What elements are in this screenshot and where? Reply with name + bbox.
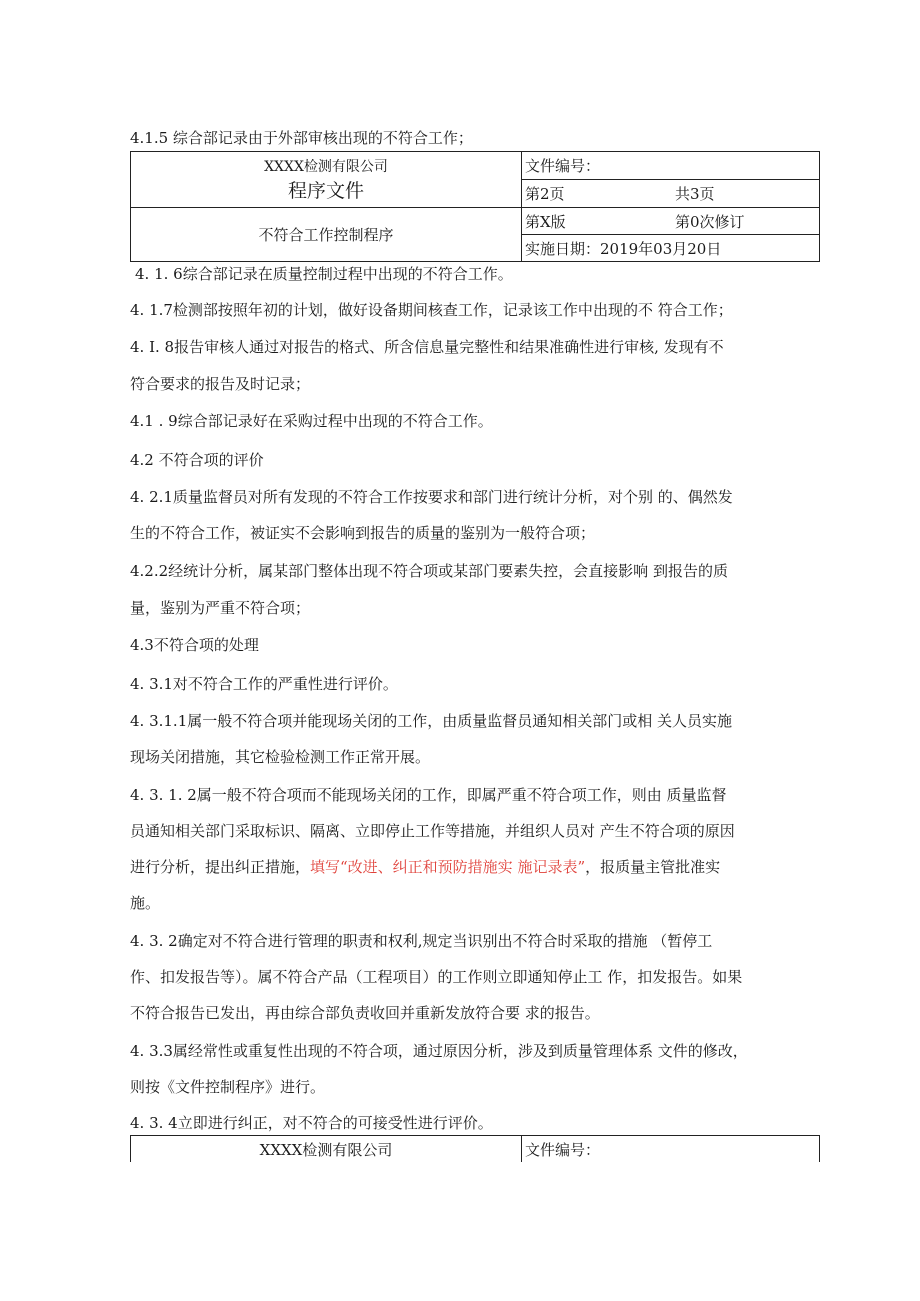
clause-4-3-3-line2: 则按《文件控制程序》进行。 [130, 1078, 326, 1096]
procedure-title: 不符合工作控制程序 [131, 208, 522, 262]
doc-type: 程序文件 [287, 180, 364, 202]
clause-4-3-1-2-line1: 4. 3. 1. 2属一般不符合项而不能现场关闭的工作，即属严重不符合项工作，则由 质量监督 [130, 786, 727, 804]
document-header-table [130, 151, 820, 262]
section-4-2-heading: 4.2 不符合项的评价 [130, 451, 264, 469]
clause-4-3-2-line1: 4. 3. 2确定对不符合进行管理的职责和权利,规定当识别出不符合时采取的措施 （暂停工 [130, 932, 713, 950]
clause-4-3-1: 4. 3.1对不符合工作的严重性进行评价。 [130, 675, 398, 693]
effective-date: 实施日期：2019年03月20日 [522, 235, 820, 262]
next-doc-no-label: 文件编号： [522, 1136, 820, 1163]
clause-4-3-4: 4. 3. 4立即进行纠正，对不符合的可接受性进行评价。 [130, 1114, 493, 1132]
revision: 第0次修订 [675, 212, 745, 231]
clause-4-1-8-line1: 4. I. 8报告审核人通过对报告的格式、所含信息量完整性和结果准确性进行审核, 发现有不 [130, 338, 724, 356]
header-company-cell [131, 152, 522, 208]
line3-text-after: ，报质量主管批准实 [585, 858, 721, 876]
clause-4-2-1-line2: 生的不符合工作，被证实不会影响到报告的质量的鉴别为一般符合项； [130, 524, 596, 542]
clause-4-1-9: 4.1 . 9综合部记录好在采购过程中出现的不符合工作。 [130, 412, 493, 430]
clause-4-2-2-line1: 4.2.2经统计分析，属某部门整体出现不符合项或某部门要素失控，会直接影响 到报告的质 [130, 562, 728, 580]
clause-4-3-2-line2: 作、扣发报告等）。属不符合产品（工程项目）的工作则立即通知停止工 作，扣发报告。如果 [130, 968, 743, 986]
clause-4-2-2-line2: 量，鉴别为严重不符合项； [130, 599, 311, 617]
highlighted-form-reference: 填写“改进、纠正和预防措施实 施记录表” [310, 858, 586, 876]
page-total: 共3页 [675, 185, 715, 203]
edition-cell [522, 208, 820, 235]
company-name: XXXX检测有限公司 [264, 159, 388, 175]
clause-4-2-1-line1: 4. 2.1质量监督员对所有发现的不符合工作按要求和部门进行统计分析，对个别 的、偶然发 [130, 488, 733, 506]
clause-4-3-1-1-line2: 现场关闭措施，其它检验检测工作正常开展。 [130, 748, 431, 766]
page-number: 第2页 [525, 185, 565, 203]
edition: 第X版 [525, 212, 566, 231]
clause-4-1-6: 4. 1. 6综合部记录在质量控制过程中出现的不符合工作。 [135, 265, 513, 283]
next-page-header-table [130, 1135, 820, 1162]
clause-4-1-5: 4.1.5 综合部记录由于外部审核出现的不符合工作； [130, 129, 473, 147]
page-info-cell [522, 180, 820, 208]
next-company-name: XXXX检测有限公司 [131, 1136, 522, 1163]
doc-no-label: 文件编号： [522, 152, 820, 180]
clause-4-3-2-line3: 不符合报告已发出，再由综合部负责收回并重新发放符合要 求的报告。 [130, 1004, 600, 1022]
clause-4-3-1-1-line1: 4. 3.1.1属一般不符合项并能现场关闭的工作，由质量监督员通知相关部门或相 关人员实施 [130, 712, 733, 730]
line3-text-before: 进行分析，提出纠正措施， [130, 858, 311, 876]
clause-4-1-7: 4. 1.7检测部按照年初的计划，做好设备期间核查工作，记录该工作中出现的不 符合工作； [130, 301, 733, 319]
section-4-3-heading: 4.3不符合项的处理 [130, 636, 259, 654]
clause-4-3-1-2-line2: 员通知相关部门采取标识、隔离、立即停止工作等措施，并组织人员对 产生不符合项的原因 [130, 822, 735, 840]
clause-4-1-8-line2: 符合要求的报告及时记录； [130, 375, 311, 393]
clause-4-3-1-2-line4: 施。 [130, 894, 161, 912]
clause-4-3-1-2-line3 [130, 857, 820, 877]
clause-4-3-3-line1: 4. 3.3属经常性或重复性出现的不符合项，通过原因分析，涉及到质量管理体系 文件的修改， [130, 1042, 748, 1060]
